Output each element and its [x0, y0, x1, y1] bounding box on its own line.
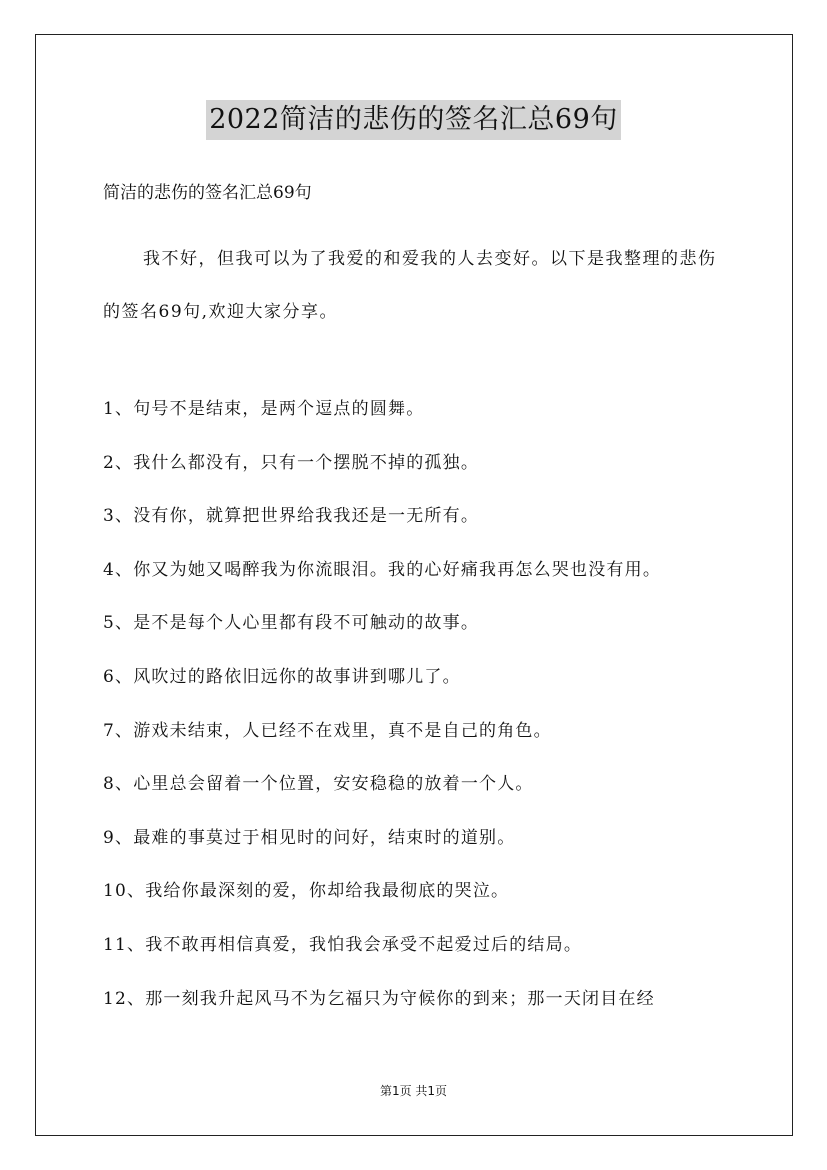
signature-list — [103, 393, 763, 1036]
list-item: 2、我什么都没有，只有一个摆脱不掉的孤独。 — [103, 452, 480, 473]
list-item: 3、没有你，就算把世界给我我还是一无所有。 — [103, 506, 480, 527]
document-title: 2022简洁的悲伤的签名汇总69句 — [206, 100, 621, 140]
list-item: 5、是不是每个人心里都有段不可触动的故事。 — [103, 613, 480, 634]
list-item: 10、我给你最深刻的爱，你却给我最彻底的哭泣。 — [103, 881, 510, 902]
page-footer: 第1页 共1页 — [379, 1084, 448, 1098]
list-item: 7、游戏未结束，人已经不在戏里，真不是自己的角色。 — [103, 720, 552, 741]
list-item: 12、那一刻我升起风马不为乞福只为守候你的到来；那一天闭目在经 — [103, 988, 655, 1009]
list-item: 1、句号不是结束，是两个逗点的圆舞。 — [103, 399, 425, 419]
title-container — [0, 100, 827, 140]
list-item: 9、最难的事莫过于相见时的问好，结束时的道别。 — [103, 827, 516, 848]
document-subtitle: 简洁的悲伤的签名汇总69句 — [103, 183, 312, 203]
list-item: 4、你又为她又喝醉我为你流眼泪。我的心好痛我再怎么哭也没有用。 — [103, 559, 662, 580]
intro-paragraph: 我不好，但我可以为了我爱的和爱我的人去变好。以下是我整理的悲伤的签名69句,欢迎大家分享。 — [103, 249, 717, 322]
list-item: 6、风吹过的路依旧远你的故事讲到哪儿了。 — [103, 666, 461, 687]
list-item: 8、心里总会留着一个位置，安安稳稳的放着一个人。 — [103, 774, 534, 795]
list-item: 11、我不敢再相信真爱，我怕我会承受不起爱过后的结局。 — [103, 934, 583, 955]
